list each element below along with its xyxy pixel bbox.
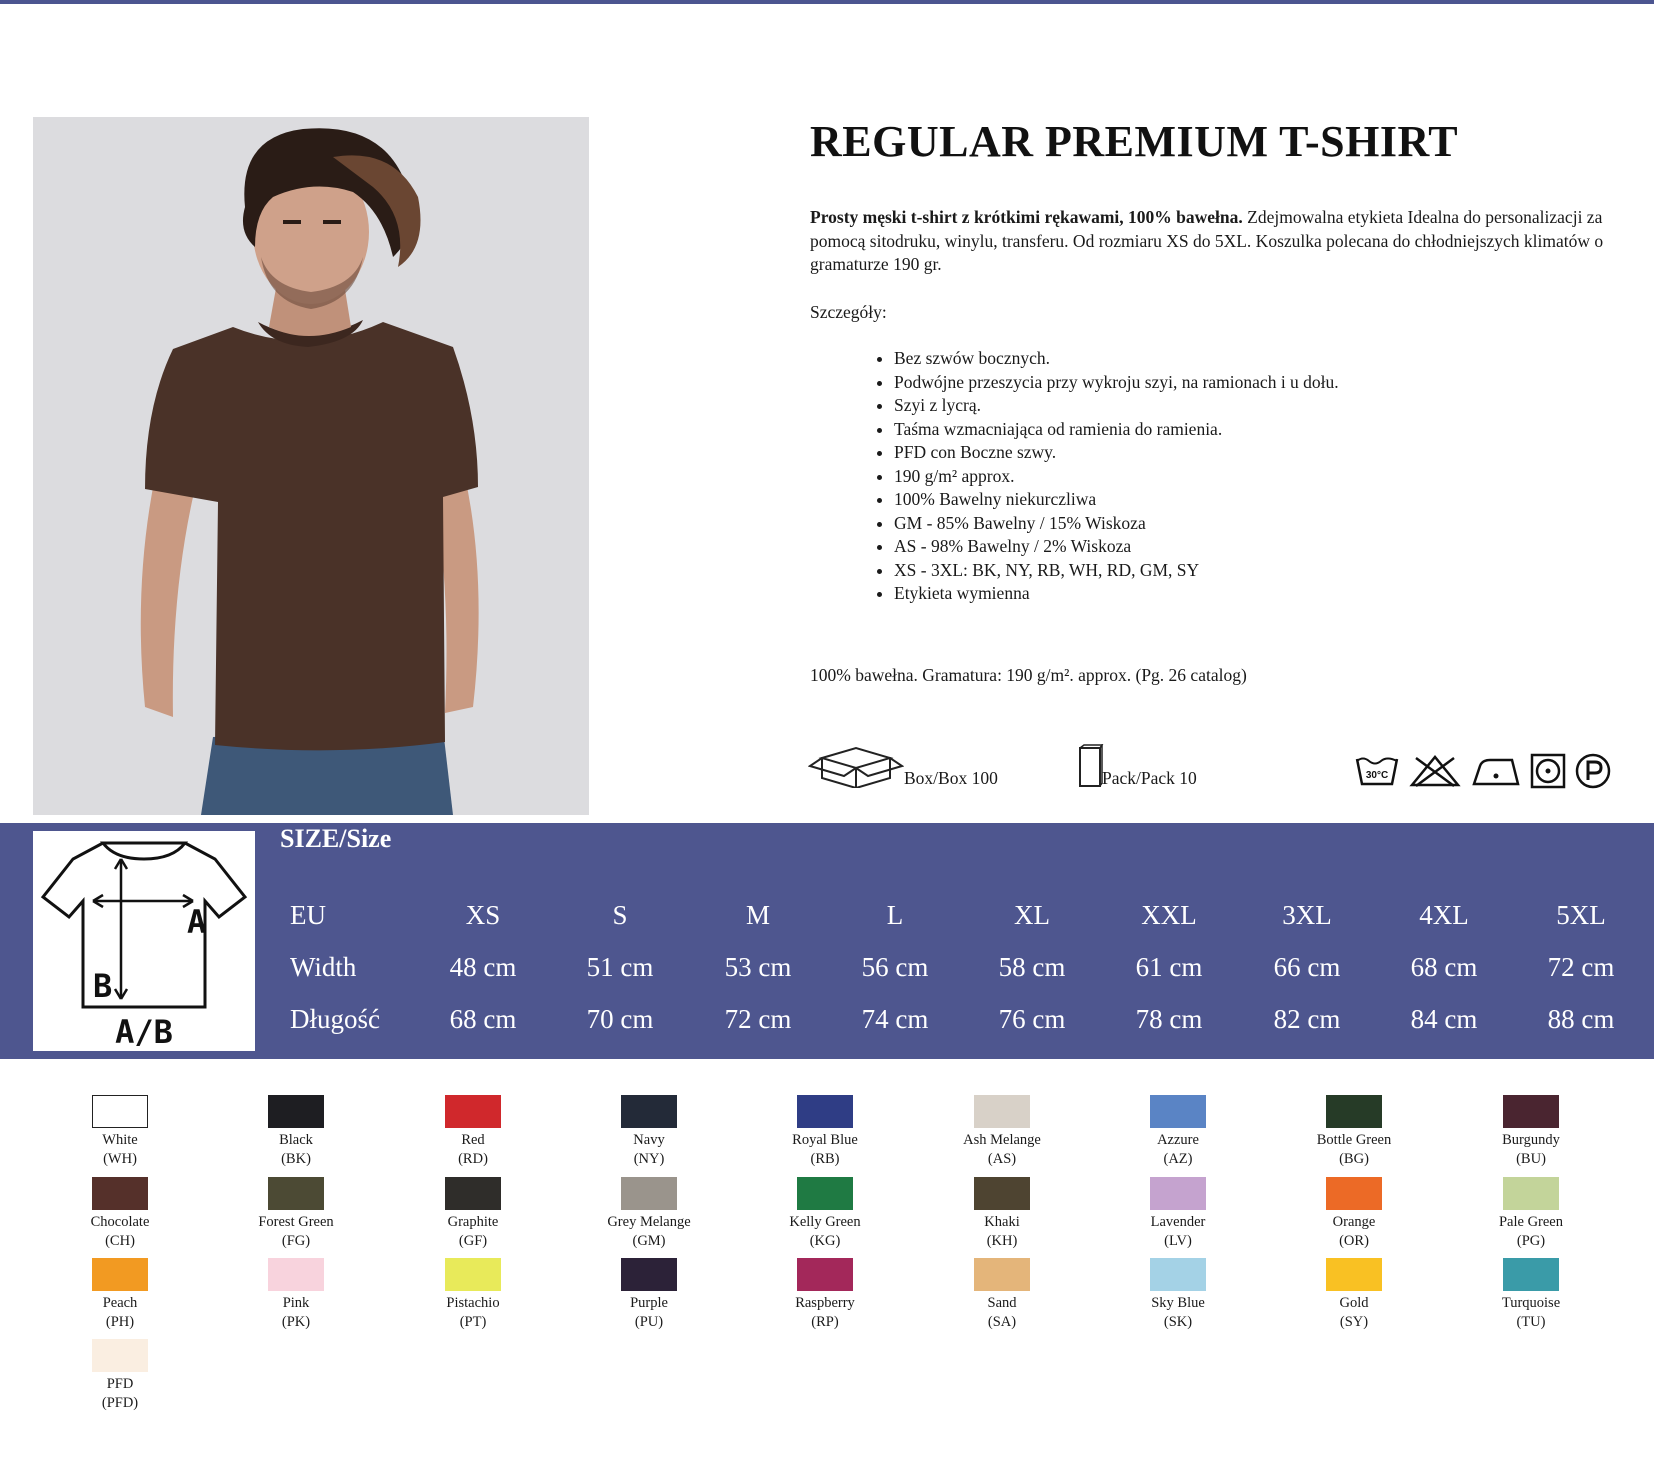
- color-chip: [1150, 1095, 1206, 1128]
- color-code: (PH): [105, 1314, 135, 1330]
- color-swatch: [1284, 1095, 1424, 1169]
- color-code: (SK): [1163, 1314, 1193, 1330]
- details-item: • 190 g/m² approx.: [894, 465, 1339, 489]
- color-swatch: [1108, 1177, 1248, 1251]
- color-name: Graphite: [447, 1214, 499, 1230]
- color-chip: [445, 1258, 501, 1291]
- product-description: [810, 206, 1610, 277]
- size-cell: 82 cm: [1273, 1004, 1341, 1034]
- color-swatch: [50, 1095, 190, 1169]
- size-cell: 56 cm: [861, 952, 929, 982]
- color-name: Raspberry: [795, 1295, 855, 1311]
- details-item: • AS - 98% Bawelny / 2% Wiskoza: [894, 535, 1339, 559]
- color-chip: [621, 1095, 677, 1128]
- size-cell: 74 cm: [861, 1004, 929, 1034]
- color-name: Azzure: [1157, 1132, 1199, 1148]
- color-code: (KH): [986, 1233, 1018, 1249]
- color-code: (NY): [633, 1151, 665, 1167]
- color-name: Pink: [282, 1295, 310, 1311]
- details-item: • XS - 3XL: BK, NY, RB, WH, RD, GM, SY: [894, 559, 1339, 583]
- color-swatch: [932, 1095, 1072, 1169]
- color-code: (BG): [1339, 1151, 1369, 1167]
- color-code: (AZ): [1163, 1151, 1193, 1167]
- color-swatch: [1284, 1258, 1424, 1332]
- color-name: Khaki: [984, 1214, 1020, 1230]
- color-code: (PT): [459, 1314, 487, 1330]
- color-code: (RB): [810, 1151, 840, 1167]
- details-item: • Szyi z lycrą.: [894, 394, 1339, 418]
- size-cell: 4XL: [1419, 900, 1469, 930]
- color-chip: [974, 1095, 1030, 1128]
- color-chip: [92, 1177, 148, 1210]
- color-chip: [1326, 1095, 1382, 1128]
- color-code: (RP): [811, 1314, 839, 1330]
- description-body: Zdejmowalna etykieta Idealna do personalizacji za pomocą sitodruku, winylu, transferu. Od rozmiaru XS do 5XL. Koszulka polecana do chłodniejszych klimatów o gramaturze 190 gr.: [810, 207, 1604, 274]
- color-chip: [797, 1095, 853, 1128]
- details-item: • PFD con Boczne szwy.: [894, 441, 1339, 465]
- color-code: (GF): [458, 1233, 488, 1249]
- color-name: Ash Melange: [963, 1132, 1041, 1148]
- color-name: White: [102, 1132, 138, 1148]
- color-code: (PU): [634, 1314, 664, 1330]
- color-name: Kelly Green: [789, 1214, 861, 1230]
- iron-icon: [1470, 754, 1522, 793]
- size-cell: 53 cm: [724, 952, 792, 982]
- diagram-label-b: B: [93, 967, 113, 1005]
- size-cell: 72 cm: [724, 1004, 792, 1034]
- color-code: (SY): [1339, 1314, 1369, 1330]
- size-row-label: EU: [290, 900, 326, 930]
- size-cell: 84 cm: [1410, 1004, 1478, 1034]
- size-row-eu: [0, 900, 1654, 940]
- color-chip: [92, 1095, 148, 1128]
- color-chip: [268, 1095, 324, 1128]
- color-chip: [92, 1258, 148, 1291]
- color-code: (CH): [105, 1233, 135, 1249]
- color-name: PFD: [106, 1376, 134, 1392]
- color-swatch: [755, 1095, 895, 1169]
- details-item: • 100% Bawelny niekurczliwa: [894, 488, 1339, 512]
- color-name: Burgundy: [1502, 1132, 1560, 1148]
- color-code: (PG): [1516, 1233, 1546, 1249]
- color-code: (GM): [632, 1233, 666, 1249]
- color-swatch: [932, 1177, 1072, 1251]
- color-swatch: [50, 1339, 190, 1413]
- color-name: Gold: [1339, 1295, 1369, 1311]
- size-cell: 66 cm: [1273, 952, 1341, 982]
- color-name: Lavender: [1150, 1214, 1206, 1230]
- size-cell: M: [745, 900, 770, 930]
- color-swatch: [1461, 1177, 1601, 1251]
- color-code: (OR): [1339, 1233, 1369, 1249]
- color-swatch: [1461, 1258, 1601, 1332]
- color-name: Red: [461, 1132, 485, 1148]
- color-name: Turquoise: [1501, 1295, 1561, 1311]
- box-icon: [808, 744, 904, 793]
- color-swatch: [1461, 1095, 1601, 1169]
- color-chip: [445, 1095, 501, 1128]
- color-swatch: [579, 1177, 719, 1251]
- color-name: Black: [279, 1132, 313, 1148]
- color-chip: [1326, 1258, 1382, 1291]
- details-item: • Taśma wzmacniająca od ramienia do ramienia.: [894, 418, 1339, 442]
- color-chip: [1503, 1095, 1559, 1128]
- color-code: (AS): [987, 1151, 1017, 1167]
- color-chip: [1150, 1177, 1206, 1210]
- color-swatch: [1108, 1095, 1248, 1169]
- color-name: Bottle Green: [1316, 1132, 1392, 1148]
- color-chip: [445, 1177, 501, 1210]
- color-name: Sky Blue: [1151, 1295, 1205, 1311]
- color-code: (BU): [1516, 1151, 1546, 1167]
- color-code: (FG): [281, 1233, 311, 1249]
- pack-icon: [1078, 744, 1104, 793]
- details-list: [878, 347, 1339, 606]
- size-row-label: Długość: [290, 1004, 380, 1034]
- color-name: Pale Green: [1498, 1214, 1563, 1230]
- size-cell: 5XL: [1556, 900, 1606, 930]
- details-item: • Bez szwów bocznych.: [894, 347, 1339, 371]
- wash-30-icon: [1354, 754, 1400, 793]
- color-code: (LV): [1164, 1233, 1192, 1249]
- color-name: Pistachio: [446, 1295, 500, 1311]
- color-swatch: [579, 1095, 719, 1169]
- details-label: Szczegóły:: [810, 302, 887, 322]
- color-chip: [974, 1177, 1030, 1210]
- size-cell: S: [612, 900, 628, 930]
- size-cell: 61 cm: [1135, 952, 1203, 982]
- color-chip: [974, 1258, 1030, 1291]
- size-cell: XL: [1014, 900, 1050, 930]
- color-name: Peach: [102, 1295, 138, 1311]
- color-swatch: [579, 1258, 719, 1332]
- size-cell: 68 cm: [1410, 952, 1478, 982]
- size-row-length: [0, 1004, 1654, 1044]
- dry-clean-p-icon: [1574, 752, 1612, 795]
- details-item: • GM - 85% Bawelny / 15% Wiskoza: [894, 512, 1339, 536]
- color-chip: [797, 1258, 853, 1291]
- size-cell: 78 cm: [1135, 1004, 1203, 1034]
- color-swatch: [50, 1177, 190, 1251]
- size-cell: 68 cm: [449, 1004, 517, 1034]
- size-cell: XXL: [1141, 900, 1197, 930]
- color-name: Purple: [630, 1295, 668, 1311]
- color-code: (TU): [1516, 1314, 1546, 1330]
- color-name: Navy: [633, 1132, 665, 1148]
- top-rule: [0, 0, 1654, 4]
- pack-label: Pack/Pack 10: [1102, 768, 1197, 788]
- color-swatch: [226, 1177, 366, 1251]
- size-cell: 76 cm: [998, 1004, 1066, 1034]
- color-chip: [92, 1339, 148, 1372]
- color-name: Orange: [1332, 1214, 1376, 1230]
- color-swatch: [1284, 1177, 1424, 1251]
- fabric-note: 100% bawełna. Gramatura: 190 g/m². approx. (Pg. 26 catalog): [810, 665, 1247, 685]
- color-code: (WH): [103, 1151, 137, 1167]
- color-chip: [621, 1258, 677, 1291]
- color-swatch: [755, 1177, 895, 1251]
- wash-temp: 30°C: [1365, 770, 1389, 781]
- size-cell: 72 cm: [1547, 952, 1615, 982]
- color-swatch: [403, 1177, 543, 1251]
- color-swatch: [932, 1258, 1072, 1332]
- size-row-width: [0, 952, 1654, 992]
- size-cell: 70 cm: [586, 1004, 654, 1034]
- color-swatch: [403, 1258, 543, 1332]
- color-name: Royal Blue: [792, 1132, 858, 1148]
- color-chip: [621, 1177, 677, 1210]
- size-heading: SIZE/Size: [280, 824, 392, 853]
- color-swatch: [50, 1258, 190, 1332]
- color-chip: [1150, 1258, 1206, 1291]
- color-code: (SA): [987, 1314, 1017, 1330]
- product-photo: [33, 117, 589, 815]
- color-code: (BK): [281, 1151, 311, 1167]
- color-code: (KG): [809, 1233, 841, 1249]
- color-chip: [797, 1177, 853, 1210]
- color-swatch: [1108, 1258, 1248, 1332]
- color-chip: [1503, 1258, 1559, 1291]
- details-item: • Podwójne przeszycia przy wykroju szyi, na ramionach i u dołu.: [894, 371, 1339, 395]
- color-swatch: [403, 1095, 543, 1169]
- size-cell: 3XL: [1282, 900, 1332, 930]
- color-code: (PK): [281, 1314, 311, 1330]
- size-cell: L: [886, 900, 904, 930]
- color-swatch: [226, 1095, 366, 1169]
- diagram-label-a: A: [187, 903, 207, 941]
- care-symbols: [1354, 752, 1612, 795]
- size-cell: 88 cm: [1547, 1004, 1615, 1034]
- color-name: Grey Melange: [607, 1214, 691, 1230]
- details-item: • Etykieta wymienna: [894, 582, 1339, 606]
- color-code: (RD): [458, 1151, 488, 1167]
- description-lead: Prosty męski t-shirt z krótkimi rękawami, 100% bawełna.: [810, 207, 1243, 227]
- color-swatch: [755, 1258, 895, 1332]
- color-name: Chocolate: [90, 1214, 150, 1230]
- size-cell: 51 cm: [586, 952, 654, 982]
- color-name: Sand: [987, 1295, 1017, 1311]
- size-cell: 58 cm: [998, 952, 1066, 982]
- tumble-dry-icon: [1530, 753, 1566, 794]
- size-cell: XS: [465, 900, 501, 930]
- color-swatch: [226, 1258, 366, 1332]
- color-chip: [1326, 1177, 1382, 1210]
- color-chip: [268, 1177, 324, 1210]
- color-chip: [268, 1258, 324, 1291]
- color-code: (PFD): [101, 1395, 139, 1411]
- size-row-label: Width: [290, 952, 357, 982]
- diagram-label-ab: A/B: [115, 1013, 173, 1051]
- size-cell: 48 cm: [449, 952, 517, 982]
- color-name: Forest Green: [258, 1214, 334, 1230]
- product-title: REGULAR PREMIUM T-SHIRT: [810, 117, 1459, 166]
- no-bleach-icon: [1408, 754, 1462, 793]
- color-chip: [1503, 1177, 1559, 1210]
- box-label: Box/Box 100: [904, 768, 998, 788]
